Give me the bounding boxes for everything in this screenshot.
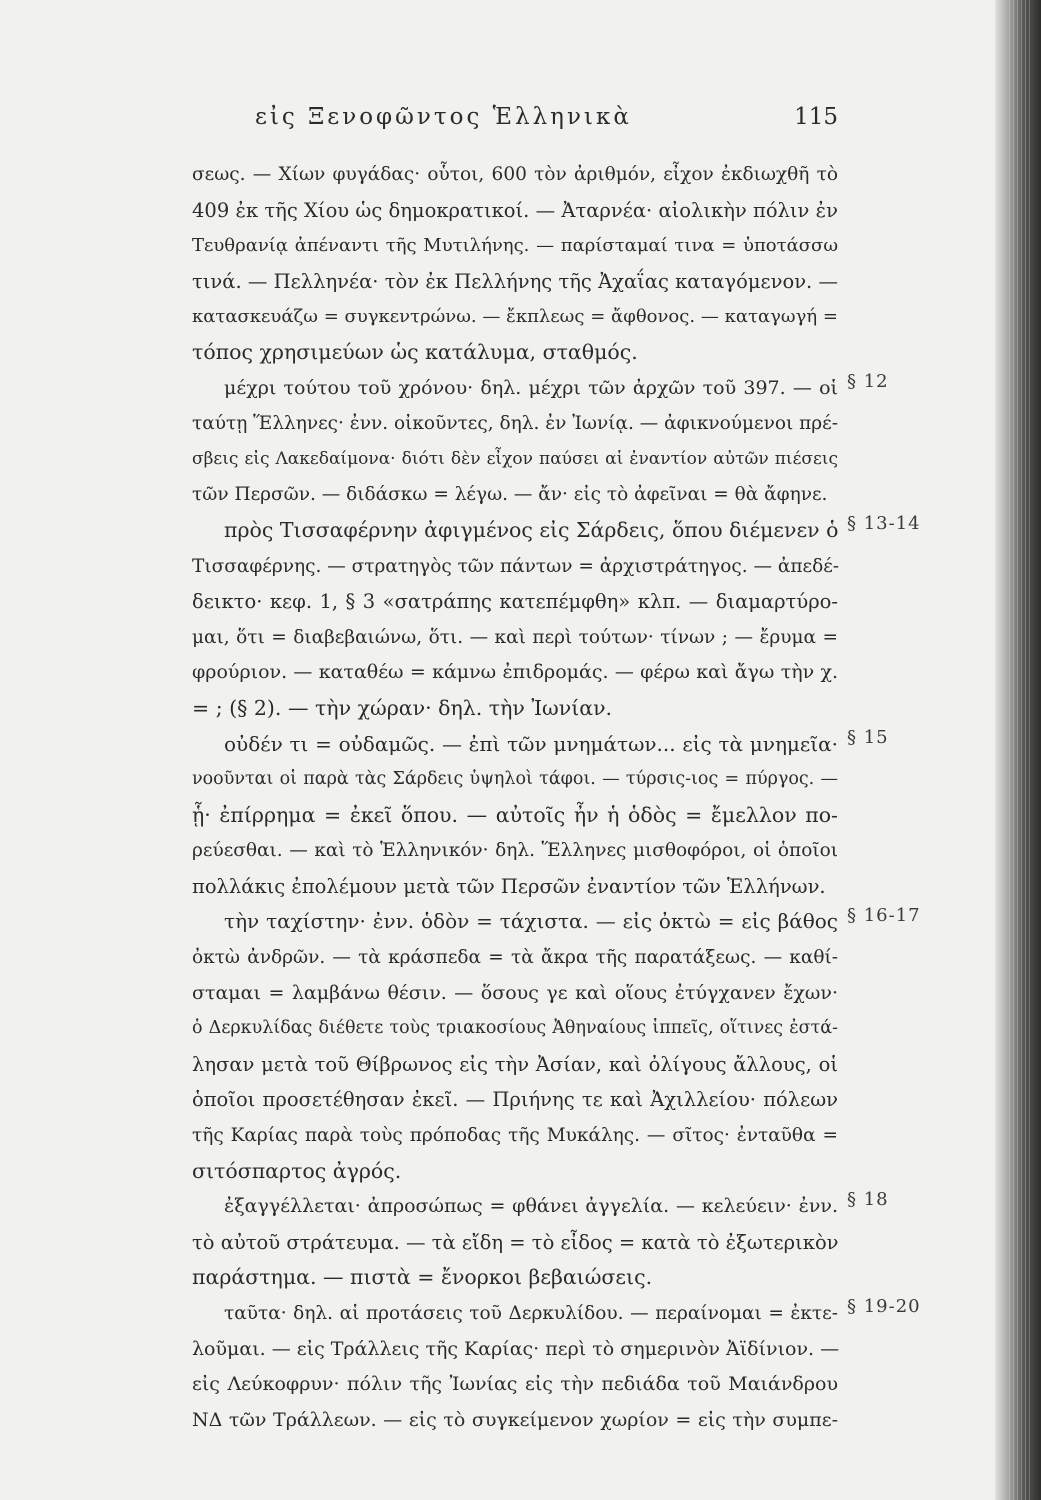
page-edge-lines: [1009, 0, 1033, 1500]
page-number: 115: [794, 104, 838, 130]
text-line: ἐξαγγέλλεται· ἀπροσώπως = φθάνει ἀγγελία. — κελεύειν· ἐνν.: [224, 1195, 838, 1218]
text-line: μαι, ὅτι = διαβεβαιώνω, ὅτι. — καὶ περὶ τούτων· τίνων ; — ἔρυμα =: [192, 626, 838, 648]
text-line: σταμαι = λαμβάνω θέσιν. — ὅσους γε καὶ οἵους ἐτύγχανεν ἔχων·: [192, 981, 838, 1004]
section-marker: § 15: [847, 726, 889, 748]
text-line: τῆς Καρίας παρὰ τοὺς πρόποδας τῆς Μυκάλης. — σῖτος· ἐνταῦθα =: [192, 1125, 838, 1147]
text-line: πολλάκις ἐπολέμουν μετὰ τῶν Περσῶν ἐναντίον τῶν Ἑλλήνων.: [192, 874, 826, 898]
text-line: ὀκτὼ ἀνδρῶν. — τὰ κράσπεδα = τὰ ἄκρα τῆς παρατάξεως. — καθί-: [192, 947, 838, 969]
text-line: σβεις εἰς Λακεδαίμονα· διότι δὲν εἶχον παύσει αἱ ἐναντίον αὐτῶν πιέσεις: [192, 448, 838, 469]
text-line: λησαν μετὰ τοῦ Θίβρωνος εἰς τὴν Ἀσίαν, καὶ ὀλίγους ἄλλους, οἱ: [192, 1052, 838, 1076]
section-marker: § 13-14: [847, 513, 921, 534]
text-line: φρούριον. — καταθέω = κάμνω ἐπιδρομάς. — φέρω καὶ ἄγω τὴν χ.: [192, 661, 838, 684]
text-line: Τευθρανίᾳ ἀπέναντι τῆς Μυτιλήνης. — παρίσταμαί τινα = ὑποτάσσω: [192, 235, 838, 257]
section-marker: § 19-20: [847, 1296, 921, 1318]
commentary-text: [192, 157, 921, 1438]
text-line: πρὸς Τισσαφέρνην ἀφιγμένος εἰς Σάρδεις, ὅπου διέμενεν ὁ: [224, 517, 839, 542]
text-line: ὁποῖοι προσετέθησαν ἐκεῖ. — Πριήνης τε καὶ Ἀχιλλείου· πόλεων: [192, 1088, 838, 1112]
text-line: ταῦτα· δηλ. αἱ προτάσεις τοῦ Δερκυλίδου. — περαίνομαι = ἐκτε-: [224, 1303, 838, 1324]
section-marker: § 16-17: [847, 904, 921, 926]
text-line: ταύτῃ Ἕλληνες· ἐνν. οἰκοῦντες, δηλ. ἐν Ἰωνίᾳ. — ἀφικνούμενοι πρέ-: [192, 413, 839, 435]
text-line: τὸ αὐτοῦ στράτευμα. — τὰ εἴδη = τὸ εἶδος = κατὰ τὸ ἐξωτερικὸν: [192, 1230, 839, 1254]
text-line: κατασκευάζω = συγκεντρώνω. — ἔκπλεως = ἄφθονος. — καταγωγή =: [192, 306, 838, 328]
text-line: εἰς Λεύκοφρυν· πόλιν τῆς Ἰωνίας εἰς τὴν πεδιάδα τοῦ Μαιάνδρου: [192, 1373, 838, 1396]
section-marker: § 18: [847, 1189, 889, 1211]
text-line: ὁ Δερκυλίδας διέθετε τοὺς τριακοσίους Ἀθηναίους ἱππεῖς, οἵτινες ἐστά-: [192, 1018, 838, 1039]
text-line: 409 ἐκ τῆς Χίου ὡς δημοκρατικοί. — Ἀταρνέα· αἰολικὴν πόλιν ἐν: [192, 198, 838, 222]
text-line: σιτόσπαρτος ἀγρός.: [192, 1158, 402, 1183]
text-line: τινά. — Πελληνέα· τὸν ἐκ Πελλήνης τῆς Ἀχαΐας καταγόμενον. —: [192, 269, 838, 293]
text-line: ρεύεσθαι. — καὶ τὸ Ἑλληνικόν· δηλ. Ἕλληνες μισθοφόροι, οἱ ὁποῖοι: [192, 840, 838, 862]
text-line: τὴν ταχίστην· ἐνν. ὁδὸν = τάχιστα. — εἰς ὀκτὼ = εἰς βάθος: [224, 909, 838, 934]
text-line: δεικτο· κεφ. 1, § 3 «σατράπης κατεπέμφθη» κλπ. — διαμαρτύρο-: [192, 590, 838, 614]
text-line: παράστημα. — πιστὰ = ἔνορκοι βεβαιώσεις.: [192, 1265, 653, 1290]
text-line: ΝΔ τῶν Τράλλεων. — εἰς τὸ συγκείμενον χωρίον = εἰς τὴν συμπε-: [192, 1408, 838, 1431]
running-title: εἰς Ξενοφῶντος Ἑλληνικὰ: [255, 104, 632, 130]
text-line: νοοῦνται οἱ παρὰ τὰς Σάρδεις ὑψηλοὶ τάφοι. — τύρσις-ιος = πύργος. —: [192, 769, 838, 790]
text-line: λοῦμαι. — εἰς Τράλλεις τῆς Καρίας· περὶ τὸ σημερινὸν Ἀϊδίνιον. —: [192, 1337, 840, 1360]
text-line: οὐδέν τι = οὐδαμῶς. — ἐπὶ τῶν μνημάτων... εἰς τὰ μνημεῖα·: [224, 731, 838, 756]
section-marker: § 12: [847, 370, 889, 392]
text-line: σεως. — Χίων φυγάδας· οὗτοι, 600 τὸν ἀριθμόν, εἶχον ἐκδιωχθῆ τὸ: [192, 164, 838, 185]
text-line: τόπος χρησιμεύων ὡς κατάλυμα, σταθμός.: [192, 339, 638, 364]
text-line: μέχρι τούτου τοῦ χρόνου· δηλ. μέχρι τῶν ἀρχῶν τοῦ 397. — οἱ: [224, 376, 838, 399]
text-line: = ; (§ 2). — τὴν χώραν· δηλ. τὴν Ἰωνίαν.: [192, 695, 613, 720]
text-line: ᾗ· ἐπίρρημα = ἐκεῖ ὅπου. — αὐτοῖς ἦν ἡ ὁδὸς = ἔμελλον πο-: [192, 802, 838, 827]
text-line: τῶν Περσῶν. — διδάσκω = λέγω. — ἄν· εἰς τὸ ἀφεῖναι = θὰ ἄφηνε.: [192, 484, 828, 506]
text-line: Τισσαφέρνης. — στρατηγὸς τῶν πάντων = ἀρχιστράτηγος. — ἀπεδέ-: [192, 555, 840, 577]
